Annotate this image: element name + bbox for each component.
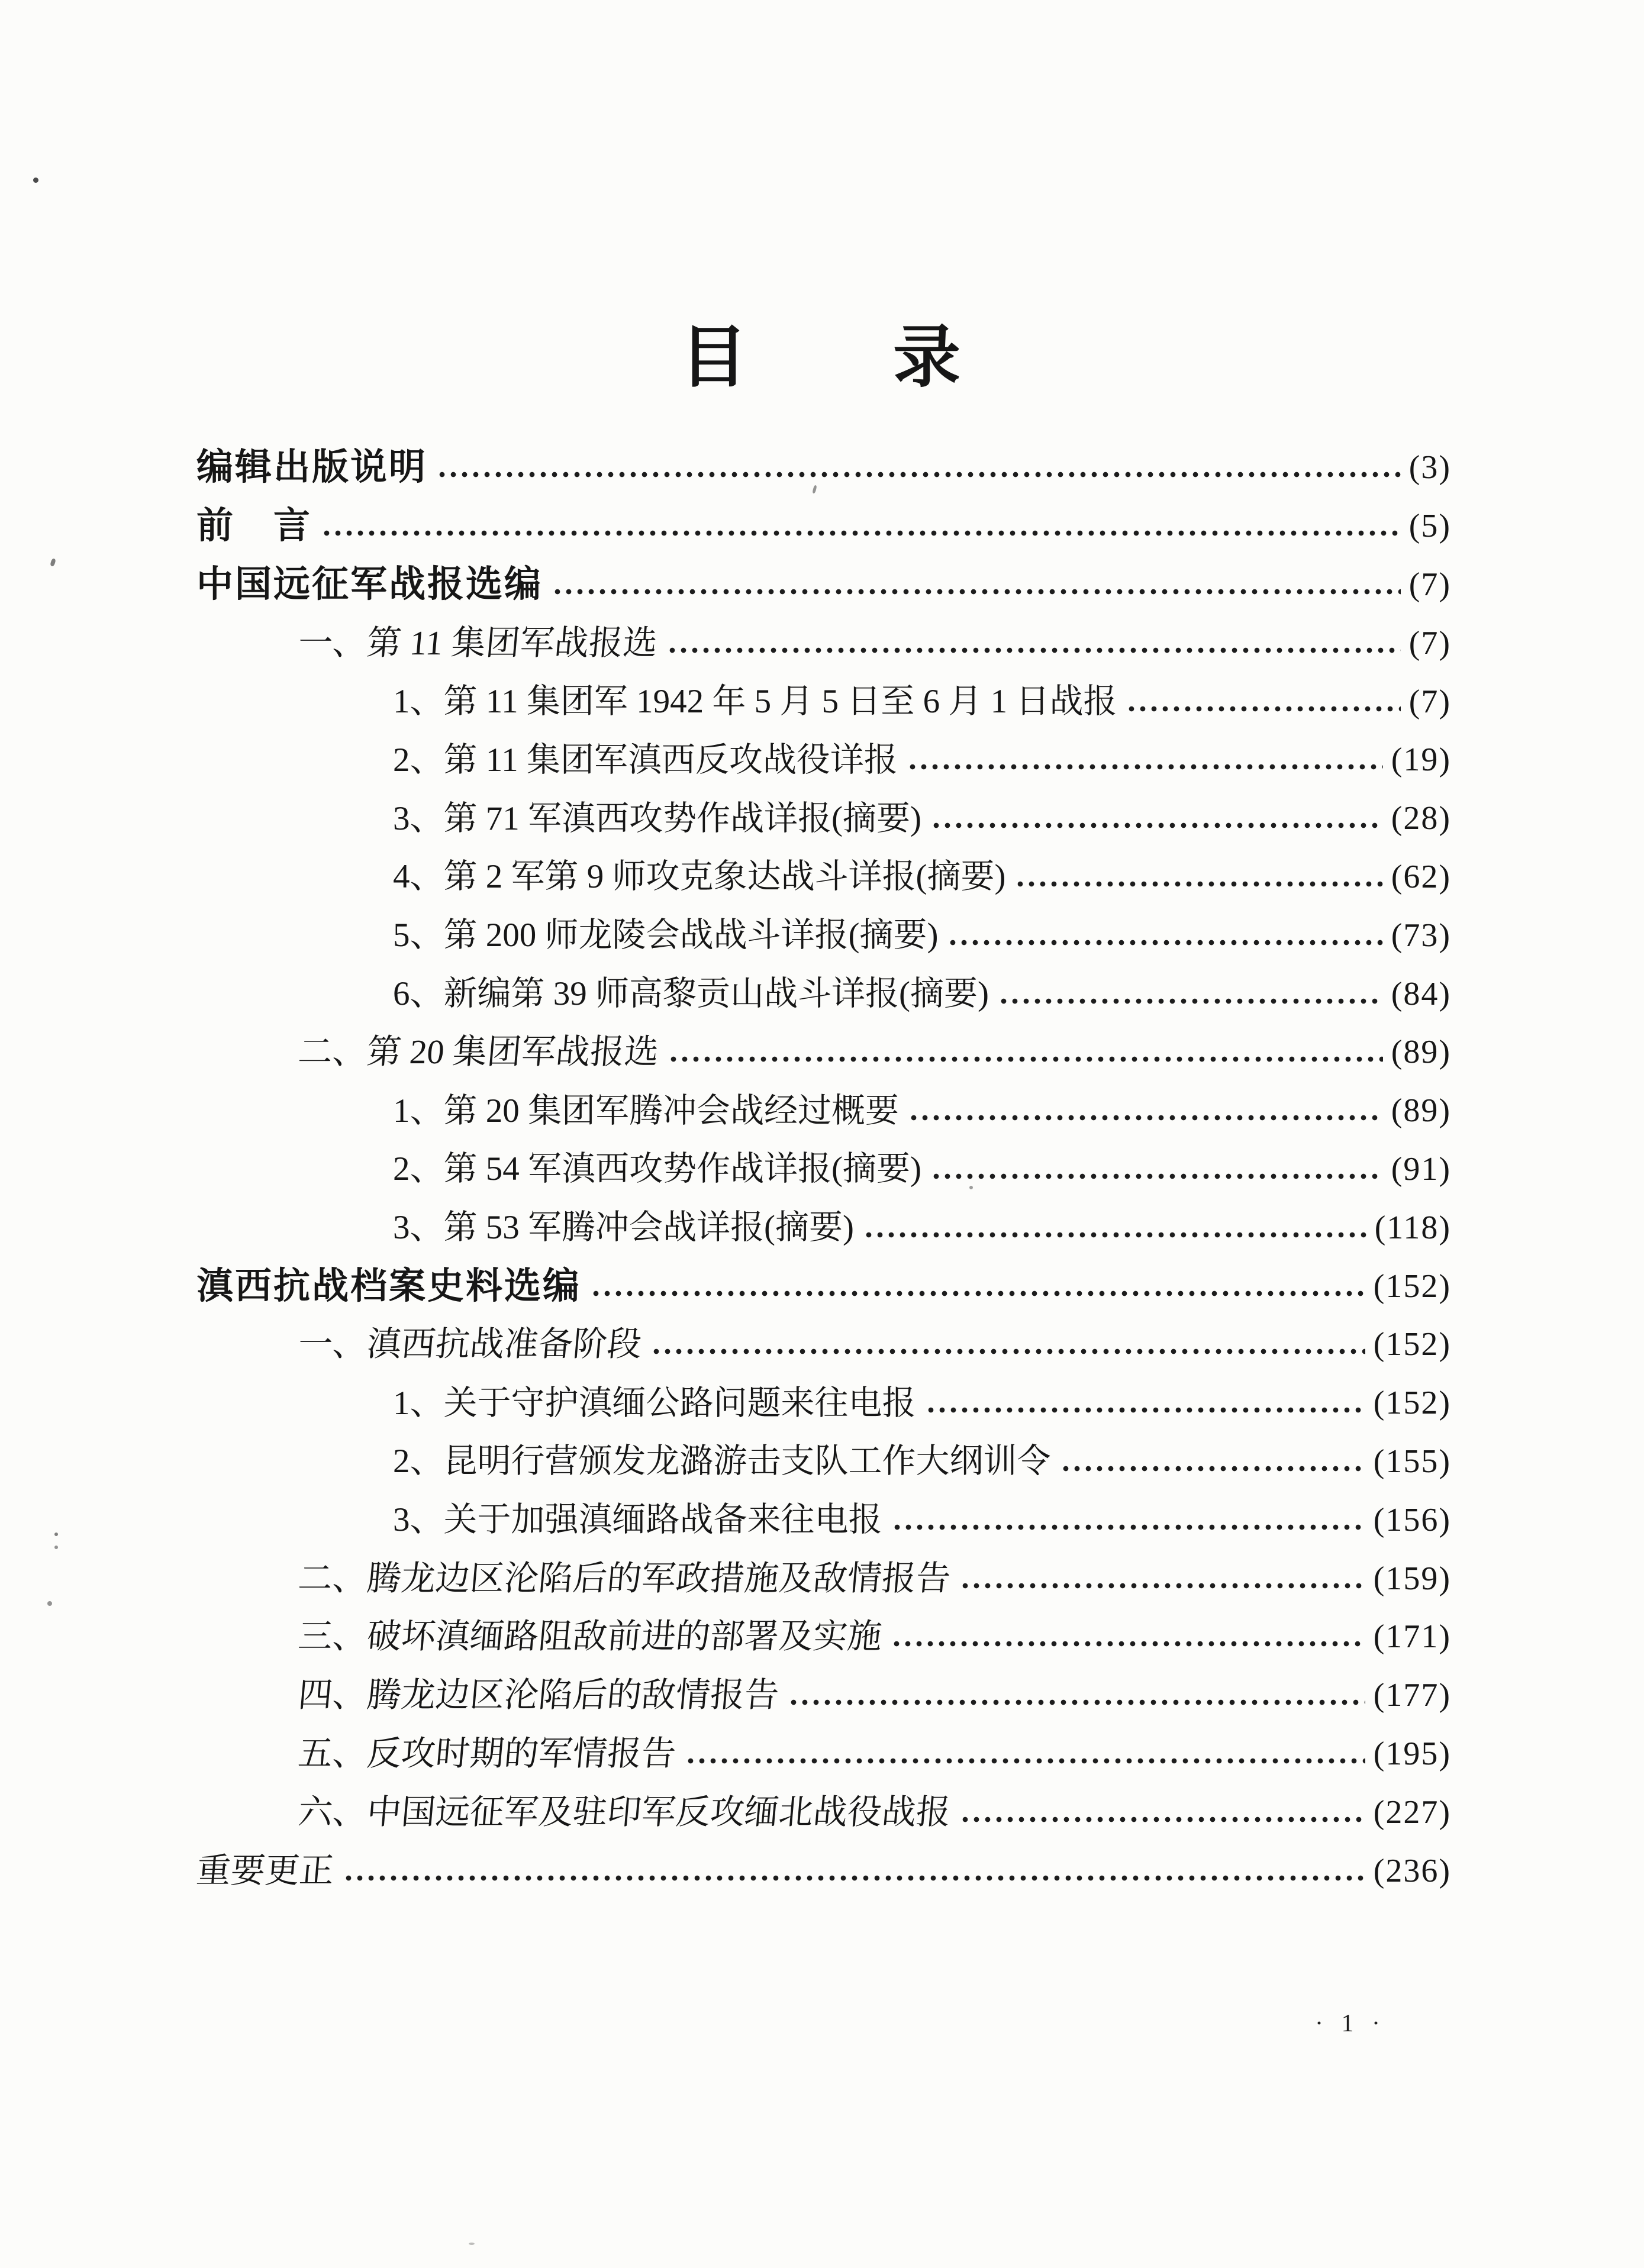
page-number: · 1 ·	[1315, 2010, 1386, 2037]
toc-entry	[196, 438, 1451, 497]
toc-list	[196, 438, 1451, 1900]
toc-entry-label: 2、第 11 集团军滇西反攻战役详报	[393, 741, 898, 779]
toc-entry-page: (7)	[1408, 683, 1451, 720]
toc-entry-label: 二、第 20 集团军战报选	[296, 1033, 660, 1072]
toc-entry	[196, 906, 1451, 964]
scan-artifact	[969, 1186, 973, 1189]
toc-entry	[196, 1140, 1451, 1199]
dot-leader	[593, 1290, 1365, 1297]
toc-entry-label: 5、第 200 师龙陵会战战斗详报(摘要)	[393, 917, 939, 954]
toc-entry	[196, 614, 1451, 672]
toc-entry-page: (91)	[1391, 1150, 1451, 1188]
toc-entry-label: 4、第 2 军第 9 师攻克象达战斗详报(摘要)	[393, 858, 1006, 896]
toc-entry-page: (5)	[1408, 508, 1451, 545]
toc-entry	[196, 1666, 1451, 1725]
toc-entry-label: 编辑出版说明	[196, 447, 428, 488]
dot-leader	[950, 939, 1382, 946]
toc-entry-label: 2、昆明行营颁发龙潞游击支队工作大纲训令	[393, 1443, 1051, 1480]
toc-entry-label: 1、第 11 集团军 1942 年 5 月 5 日至 6 月 1 日战报	[393, 683, 1117, 721]
toc-entry-page: (177)	[1373, 1677, 1451, 1714]
dot-leader	[933, 1173, 1383, 1180]
scan-artifact	[50, 558, 56, 567]
toc-entry-page: (89)	[1391, 1092, 1451, 1130]
dot-leader	[1001, 998, 1383, 1005]
toc-entry-page: (171)	[1373, 1618, 1451, 1656]
toc-entry-label: 六、中国远征军及驻印军反攻缅北战役战报	[296, 1792, 952, 1831]
toc-entry-page: (156)	[1373, 1501, 1451, 1538]
toc-entry-label: 三、破坏滇缅路阻敌前进的部署及实施	[296, 1617, 884, 1656]
dot-leader	[962, 1582, 1365, 1589]
toc-entry-label: 二、腾龙边区沦陷后的军政措施及敌情报告	[296, 1559, 952, 1598]
toc-entry-page: (152)	[1373, 1385, 1451, 1422]
page-title: 目 录	[679, 320, 964, 395]
toc-entry	[196, 1023, 1451, 1082]
toc-entry	[196, 497, 1451, 556]
toc-entry-page: (227)	[1373, 1793, 1451, 1831]
dot-leader	[910, 763, 1383, 770]
dot-leader	[671, 1056, 1383, 1063]
dot-leader	[894, 1524, 1365, 1531]
toc-entry	[196, 1549, 1451, 1608]
toc-entry-page: (155)	[1373, 1443, 1451, 1480]
toc-entry-label: 五、反攻时期的军情报告	[296, 1734, 678, 1773]
toc-entry	[196, 1608, 1451, 1666]
toc-entry	[196, 1491, 1451, 1549]
toc-entry-page: (236)	[1373, 1852, 1451, 1889]
toc-entry	[196, 789, 1451, 848]
dot-leader	[1063, 1465, 1365, 1472]
toc-entry	[196, 1374, 1451, 1433]
toc-entry-page: (7)	[1408, 566, 1451, 603]
dot-leader	[555, 588, 1401, 595]
toc-entry-label: 3、第 53 军腾冲会战详报(摘要)	[393, 1209, 854, 1247]
scan-artifact	[54, 1533, 58, 1536]
toc-entry	[196, 848, 1451, 906]
toc-entry-page: (152)	[1373, 1267, 1451, 1305]
toc-entry-page: (89)	[1391, 1034, 1451, 1071]
toc-entry-label: 滇西抗战档案史料选编	[196, 1265, 582, 1306]
toc-entry-label: 一、滇西抗战准备阶段	[296, 1325, 643, 1364]
toc-entry	[196, 1783, 1451, 1841]
toc-entry-page: (152)	[1373, 1326, 1451, 1363]
toc-entry	[196, 964, 1451, 1023]
scan-artifact	[33, 178, 38, 183]
toc-entry	[196, 1433, 1451, 1491]
toc-entry-label: 3、关于加强滇缅路战备来往电报	[393, 1501, 882, 1539]
toc-entry	[196, 731, 1451, 789]
dot-leader	[439, 471, 1401, 478]
dot-leader	[669, 647, 1401, 654]
dot-leader	[894, 1640, 1365, 1647]
dot-leader	[653, 1348, 1365, 1355]
toc-entry-page: (73)	[1391, 917, 1451, 954]
toc-entry-label: 前 言	[196, 505, 312, 547]
toc-entry	[196, 672, 1451, 731]
toc-entry	[196, 556, 1451, 614]
scan-artifact	[469, 2243, 475, 2245]
toc-entry-label: 1、第 20 集团军腾冲会战经过概要	[393, 1092, 899, 1130]
dot-leader	[928, 1406, 1365, 1414]
toc-entry-label: 四、腾龙边区沦陷后的敌情报告	[296, 1676, 781, 1715]
toc-entry-label: 2、第 54 军滇西攻势作战详报(摘要)	[393, 1150, 921, 1188]
toc-entry	[196, 1257, 1451, 1315]
toc-entry	[196, 1841, 1451, 1900]
toc-entry-page: (3)	[1408, 449, 1451, 486]
toc-entry	[196, 1082, 1451, 1140]
toc-entry-page: (84)	[1391, 975, 1451, 1012]
dot-leader	[1129, 705, 1400, 712]
toc-entry-label: 重要更正	[195, 1851, 336, 1890]
toc-entry-page: (28)	[1391, 800, 1451, 837]
dot-leader	[346, 1875, 1365, 1882]
toc-entry-page: (19)	[1391, 741, 1451, 779]
dot-leader	[1017, 880, 1382, 888]
toc-entry-page: (118)	[1374, 1209, 1451, 1246]
toc-entry-label: 一、第 11 集团军战报选	[296, 623, 659, 662]
dot-leader	[911, 1114, 1383, 1121]
toc-entry-label: 6、新编第 39 师高黎贡山战斗详报(摘要)	[393, 975, 989, 1013]
toc-entry-label: 中国远征军战报选编	[196, 563, 543, 605]
toc-entry-page: (7)	[1408, 624, 1451, 662]
toc-entry	[196, 1725, 1451, 1783]
toc-entry-label: 1、关于守护滇缅公路问题来往电报	[393, 1384, 916, 1422]
dot-leader	[791, 1699, 1365, 1706]
toc-entry-page: (159)	[1373, 1560, 1451, 1597]
scan-artifact	[47, 1601, 52, 1606]
dot-leader	[688, 1757, 1365, 1764]
toc-entry	[196, 1198, 1451, 1257]
dot-leader	[962, 1816, 1365, 1823]
toc-entry-label: 3、第 71 军滇西攻势作战详报(摘要)	[393, 799, 921, 837]
toc-entry-page: (62)	[1391, 858, 1451, 895]
dot-leader	[324, 530, 1401, 537]
dot-leader	[933, 822, 1383, 829]
scan-artifact	[54, 1546, 58, 1549]
toc-entry	[196, 1315, 1451, 1374]
toc-entry-page: (195)	[1373, 1735, 1451, 1772]
dot-leader	[866, 1231, 1366, 1238]
